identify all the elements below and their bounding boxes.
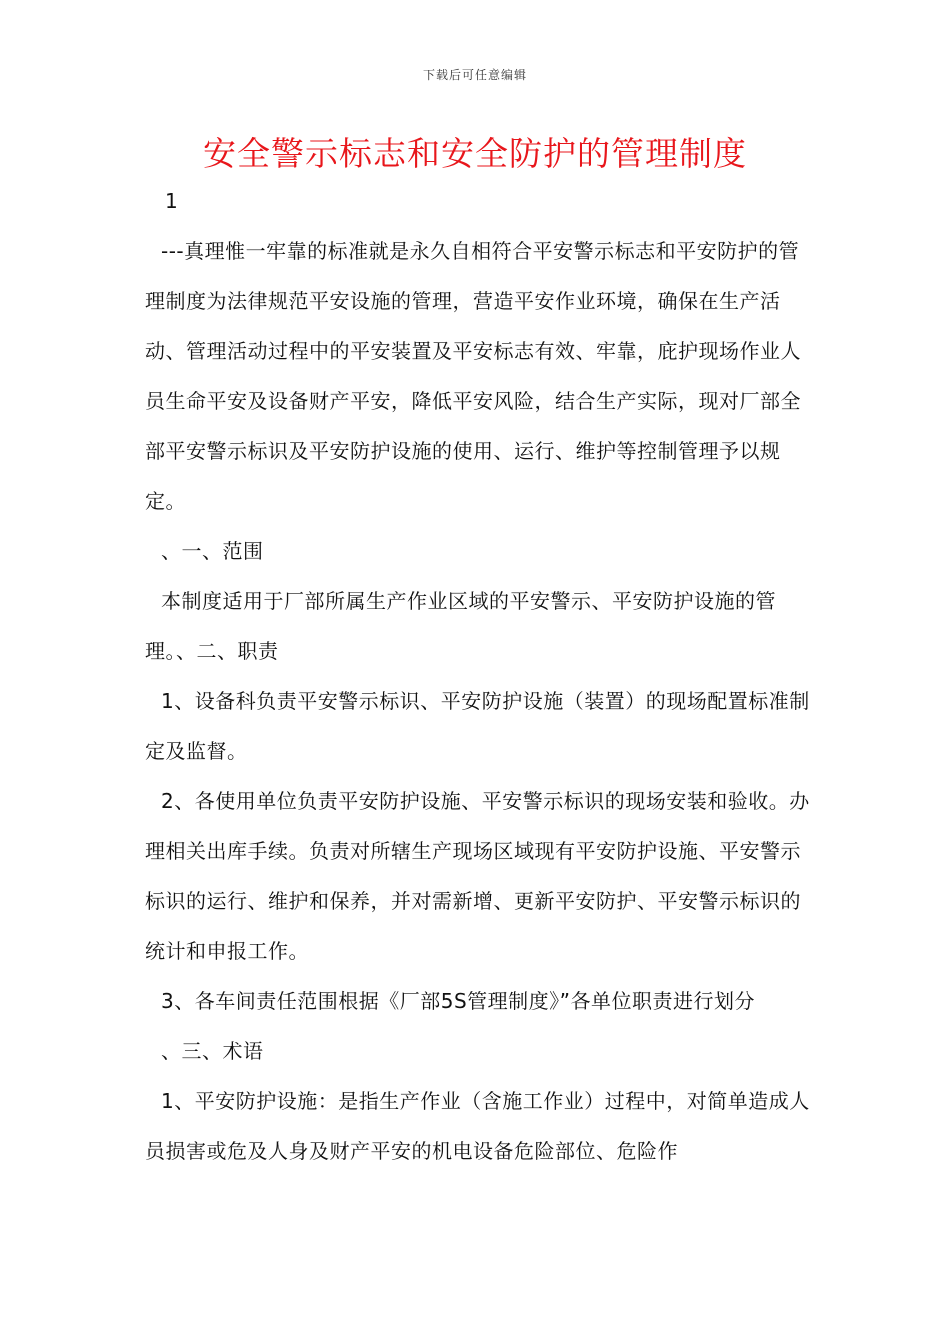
paragraph-duty-2: 2、各使用单位负责平安防护设施、平安警示标识的现场安装和验收。办理相关出库手续。负责对所辖生产现场区域现有平安防护设施、平安警示标识的运行、维护和保养，并对需新增、更新平安防护、平安警示标识的统计和申报工作。 (145, 789, 810, 963)
document-title: 安全警示标志和安全防护的管理制度 (203, 134, 747, 173)
section-heading-terms: 、三、术语 (161, 1039, 264, 1063)
document-body (145, 176, 810, 1176)
paragraph-scope: 本制度适用于厂部所属生产作业区域的平安警示、平安防护设施的管理。、二、职责 (145, 589, 776, 663)
paragraph-number: 1 (165, 189, 179, 213)
paragraph-intro: ---真理惟一牢靠的标准就是永久自相符合平安警示标志和平安防护的管理制度为法律规范平安设施的管理，营造平安作业环境，确保在生产活动、管理活动过程中的平安装置及平安标志有效、牢靠，庇护现场作业人员生命平安及设备财产平安，降低平安风险，结合生产实际，现对厂部全部平安警示标识及平安防护设施的使用、运行、维护等控制管理予以规定。 (145, 239, 801, 513)
paragraph-term-1: 1、平安防护设施：是指生产作业（含施工作业）过程中，对简单造成人员损害或危及人身及财产平安的机电设备危险部位、危险作 (145, 1089, 810, 1163)
paragraph-duty-3: 3、各车间责任范围根据《厂部5S管理制度》”各单位职责进行划分 (161, 989, 756, 1013)
section-heading-scope: 、一、范围 (161, 539, 264, 563)
paragraph-duty-1: 1、设备科负责平安警示标识、平安防护设施（装置）的现场配置标准制定及监督。 (145, 689, 810, 763)
header-note: 下载后可任意编辑 (422, 68, 527, 82)
